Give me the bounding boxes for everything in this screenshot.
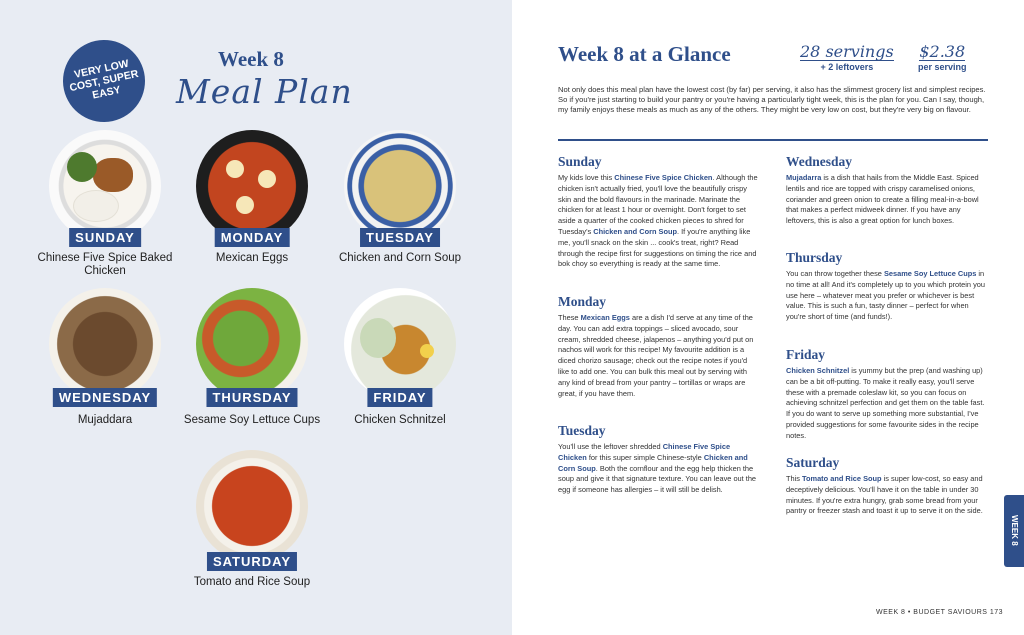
section-wednesday bbox=[786, 154, 986, 227]
meal-tuesday bbox=[325, 130, 475, 265]
leftovers-value: + 2 leftovers bbox=[820, 62, 874, 72]
section-friday bbox=[786, 347, 986, 442]
intro-paragraph: Not only does this meal plan have the lowest cost (by far) per serving, it also has the slimmest grocery list and simplest recipes. So if you're just starting to build your pantry or you're having a particularly tight week, this is the plan for you. Can I say, though, my family enjoys these meals as much as any of the others. They might be very low on cost, but they're very big on flavour. bbox=[558, 85, 986, 114]
per-serving-label: per serving bbox=[918, 62, 967, 72]
section-thursday bbox=[786, 250, 986, 323]
page-footer: WEEK 8 • BUDGET SAVIOURS 173 bbox=[876, 609, 1004, 616]
meal-name: Chicken and Corn Soup bbox=[338, 252, 462, 264]
day-tag: THURSDAY bbox=[206, 388, 297, 407]
meal-plan-title: Meal Plan bbox=[176, 72, 353, 111]
food-image bbox=[196, 450, 308, 562]
week-side-tab[interactable] bbox=[1004, 495, 1024, 567]
day-tag: WEDNESDAY bbox=[53, 388, 157, 407]
day-heading: Tuesday bbox=[558, 423, 606, 438]
price-stat bbox=[918, 44, 967, 72]
week-title: Week 8 bbox=[218, 47, 284, 71]
side-tab-label: WEEK 8 bbox=[1010, 515, 1019, 546]
meal-name: Chicken Schnitzel bbox=[354, 414, 446, 426]
meal-name: Mexican Eggs bbox=[215, 252, 289, 264]
day-text: This Tomato and Rice Soup is super low-cost, so easy and deceptively delicious. You'll have it on the table in under 30 minutes. If you're extra hungry, grab some bread from your pantry or freezer stash and toast it up to serve it on the side. bbox=[786, 474, 983, 516]
food-image bbox=[344, 288, 456, 400]
meal-name: Tomato and Rice Soup bbox=[193, 576, 311, 588]
meal-wednesday bbox=[30, 288, 180, 427]
glance-title: Week 8 at a Glance bbox=[558, 42, 731, 66]
section-tuesday bbox=[558, 423, 758, 496]
day-text: Mujadarra is a dish that hails from the Middle East. Spiced lentils and rice are topped with crispy caramelised onions, coriander and green onion to create a filling meal-in-a-bowl that makes a perfect midweek dinner. If you have any leftovers, this is also a great option for lunch boxes. bbox=[786, 173, 979, 226]
servings-stat bbox=[800, 44, 894, 72]
day-heading: Thursday bbox=[786, 250, 843, 265]
day-tag: SATURDAY bbox=[207, 552, 297, 571]
food-image bbox=[196, 288, 308, 400]
food-image bbox=[196, 130, 308, 242]
food-image bbox=[49, 130, 161, 242]
day-text: You can throw together these Sesame Soy Lettuce Cups in no time at all! And it's completely up to you which protein you use here – whatever meat you prefer or whichever is best value. This is such a fun, tasty dinner – perfect for when you're short of time (and funds!). bbox=[786, 269, 986, 322]
day-tag: SUNDAY bbox=[69, 228, 141, 247]
servings-value: 28 servings bbox=[800, 42, 894, 61]
day-tag: TUESDAY bbox=[360, 228, 440, 247]
meal-name: Mujaddara bbox=[77, 414, 133, 426]
meal-name: Chinese Five Spice Baked Chicken bbox=[37, 252, 173, 277]
section-saturday bbox=[786, 455, 986, 517]
meal-name: Sesame Soy Lettuce Cups bbox=[183, 414, 321, 426]
meal-thursday bbox=[177, 288, 327, 427]
day-text: Chicken Schnitzel is yummy but the prep (and washing up) can be a bit off-putting. To make it really easy, you'll serve these with a premade coleslaw kit, so you can focus on achieving schnitzel perfection and get them on the table fast. If you do want to serve up something more substantial, I've provided suggestions for some favourite sides in the recipe notes. bbox=[786, 366, 985, 440]
day-text: My kids love this Chinese Five Spice Chicken. Although the chicken isn't actually fried, you'll love the beautifully crispy skin and the bold flavours in the marinade. Marinate the chicken for at least 1 hour or overnight. Don't forget to set aside a quarter of the cooked chicken pieces to shred for Tuesday's Chicken and Corn Soup. If you're anything like me, you'll snack on the skin ... cook's treat, right? Read through the recipe first for suggestions on timing the rice and bok choy so everything is ready at the same time. bbox=[558, 173, 758, 269]
badge-text: VERY LOW COST, SUPER EASY bbox=[68, 57, 140, 102]
section-monday bbox=[558, 294, 758, 399]
food-image bbox=[344, 130, 456, 242]
day-heading: Friday bbox=[786, 347, 825, 362]
day-tag: FRIDAY bbox=[367, 388, 432, 407]
divider bbox=[558, 139, 988, 141]
day-text: These Mexican Eggs are a dish I'd serve at any time of the day. You can add extra toppings – sliced avocado, sour cream, shredded cheese, jalapenos – anything you'd put on nachos will work for this recipe! My favourite addition is a diced chorizo sausage; check out the recipe notes if you'd like to add one. You can bulk this meal out by serving with any kind of bread from your pantry – tortillas or wraps are great, if you have them. bbox=[558, 313, 754, 398]
day-heading: Wednesday bbox=[786, 154, 853, 169]
meal-saturday bbox=[177, 450, 327, 589]
food-image bbox=[49, 288, 161, 400]
day-heading: Saturday bbox=[786, 455, 840, 470]
price-value: $2.38 bbox=[919, 42, 966, 61]
day-heading: Sunday bbox=[558, 154, 602, 169]
day-heading: Monday bbox=[558, 294, 607, 309]
section-sunday bbox=[558, 154, 758, 270]
meal-sunday bbox=[30, 130, 180, 278]
meal-monday bbox=[177, 130, 327, 265]
day-tag: MONDAY bbox=[215, 228, 290, 247]
meal-friday bbox=[325, 288, 475, 427]
day-text: You'll use the leftover shredded Chinese Five Spice Chicken for this super simple Chinese-style Chicken and Corn Soup. Both the cornflour and the egg help thicken the soup and give it that signature texture. You can leave out the egg if someone has allergies – it will still be delish. bbox=[558, 442, 757, 495]
low-cost-badge bbox=[55, 32, 152, 129]
